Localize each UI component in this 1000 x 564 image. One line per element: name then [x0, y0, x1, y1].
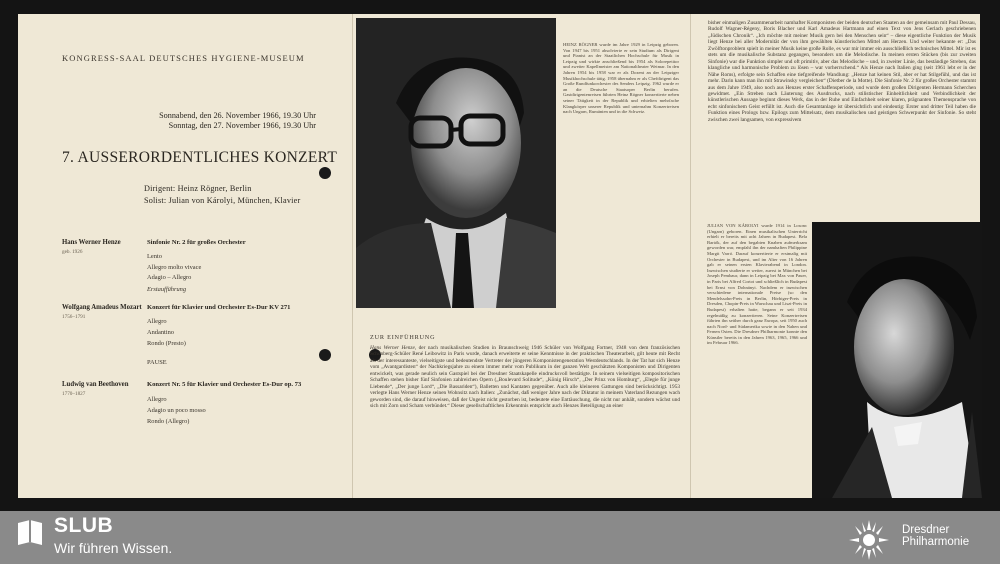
work-title: Konzert Nr. 5 für Klavier und Orchester Es-Dur op. 73 — [147, 381, 302, 388]
concert-title: 7. AUSSERORDENTLICHES KONZERT — [62, 149, 338, 166]
movement: Andantino — [147, 329, 174, 336]
date-sunday: Sonntag, den 27. November 1966, 19.30 Uhr — [168, 121, 316, 130]
introduction-text — [370, 345, 680, 485]
soloist-portrait — [812, 222, 982, 498]
punch-hole — [319, 167, 331, 179]
movement: Adagio – Allegro — [147, 274, 192, 281]
pause-label: PAUSE — [147, 359, 167, 366]
program-panel — [18, 14, 352, 498]
composer-years: geb. 1926 — [62, 249, 83, 255]
conductor-bio: HEINZ RÖGNER wurde im Jahre 1929 in Leipzig geboren. Von 1947 bis 1951 absolvierte er sein Studium als Dirigent und Pianist an der Staatlichen Hochschule für Musik in Leipzig und wirkte anschließend bis 1954 als Solorepetitor und zweiter Kapellmeister am Nationaltheater Weimar. In den Jahren 1954 bis 1958 war er als Dozent an der Leipziger Musikhochschule tätig. 1958 übernahm er als Chefdirigent das Große Rundfunkorchester des Senders Leipzig. 1962 wurde er an die Deutsche Staatsoper Berlin berufen. Gastdirigentenreisen führten Heinz Rögner konzertierte neben seiner Tätigkeit in der Republik und erhielten mehrfache Klangkörper unserer Republik und unternahm Konzertreisen nach Ungarn, Rumänien und in die Schweiz. — [563, 42, 679, 115]
soloist-bio: JULIAN VON KÁROLYI wurde 1914 in Losonc (Ungarn) geboren. Einen musikalischen Unterricht erhielt er bereits mit acht Jahren in Budapest. Bela Bartók, der auf den begabten Knaben aufmerksam geworden war, empfahl ihn der namhaften Philippine Margit Varró. Darauf konzertierte er erstmalig mit Orchester in Budapest, und im Alter von 16 Jahren gab er seinen ersten Klavierabend in London. Inzwischen studierte er weiter, zuerst in München bei Joseph Pembaur, dann in Leipzig bei Max von Pauer, in Paris bei Alfred Cortot und schließlich in Budapest bei Ernst von Dohnányi. Nachdem er inzwischen verschiedene internationale Preise (so den Mendelssohn-Preis in Berlin, Hörbiger-Preis in Dresden, Chopin-Preis in Warschau und Liszt-Preis in Budapest) erhalten hatte, begann er seit 1934 regelmäßig zu konzertieren. Seine Konzertreisen führten ihn seither durch ganz Europa, seit 1950 auch nach Nord- und Südamerika sowie in den Nahen und Fernen Osten. Die Dresdner Philharmonie konnte den Künstler bereits in den Jahren 1963, 1965, 1966 und im Februar 1966. — [707, 223, 807, 346]
library-tagline: Wir führen Wissen. — [54, 540, 173, 556]
movement: Allegro molto vivace — [147, 264, 202, 271]
intro-name: Hans Werner Henze — [370, 345, 415, 351]
movement: Adagio un poco mosso — [147, 407, 206, 414]
soloist: Solist: Julian von Károlyi, München, Klavier — [144, 196, 301, 205]
composer-name: Ludwig van Beethoven — [62, 381, 129, 388]
library-name: SLUB — [54, 514, 114, 537]
conductor-portrait — [356, 18, 556, 308]
section-heading: ZUR EINFÜHRUNG — [370, 334, 436, 341]
composer-name: Hans Werner Henze — [62, 239, 121, 246]
orchestra-name-line2: Philharmonie — [902, 536, 970, 548]
movement: Allegro — [147, 318, 167, 325]
work-title: Konzert für Klavier und Orchester Es-Dur KV 271 — [147, 304, 291, 311]
punch-hole — [319, 349, 331, 361]
essay-text: bisher einmaligen Zusammenarbeit namhafter Komponisten der beiden deutschen Staaten an der gemeinsam mit Paul Dessau, Rudolf Wagner-Régeny, Boris Blacher und Karl Amadeus Hartmann auf einen Text von Jens Gerlach geschriebenen „Jüdischen Chronik“. „Ich möchte mit meiner Musik gern bei den Menschen sein“ – diese eigentliche Funktion der Musik liegt Henze bei aller Modernität der von ihm gewählten künstlerischen Mittel am Herzen. Und weiter bekannte er: „Das Zwölftonproblem spielt in meiner Musik keine große Rolle, es war mir immer ein ausschließlich technisches Mittel. Mir ist es stets um die musikalische Substanz gegangen, besonders um die Melodische. In meinen ersten Stücken (bis zur zweiten Sinfonie) war die Funktion simpler und oft primitiv, aber das Melodische – und, in zweiter Linie, das beständige Streben, das klangliche und harmonische Problem zu lösen – war vorherrschend.“ Als Henze nach Italien ging (seit 1961 lebt er in der Nähe Roms), erfolgte sein Schaffen eine tiefgreifende Wandlung: „Henze hat keinen Stil, aber er hat Stilgefühl, und das ist mehr. Darin kann man ihn mit Strawinsky vergleichen“ (Dietber de la Motte). Die Sinfonie Nr. 2 für großes Orchester stammt aus dem Jahre 1949, also noch aus Henzes erster Schaffensperiode, und wurde dem großen Dirigenten Hermann Scherchen gewidmet. „Ein Streben nach Läuterung des Ausdrucks, nach stilistischer Einheitlichkeit und Verbindlichkeit der künstlerischen Aussage beginnt dieses Werk, das in der Ruhe und Einfachheit seiner klaren, prägnanten Themensprache von echt sinfonischem Geist erfüllt ist. Auch die Gesamtanlage ist übersichtlich und eindeutig: Erster und dritter Teil haben die Funktion eines Prologs bzw. Epilogs zum Mittelsatz, dem musikalischen und geistigen Schwerpunkt der Sinfonie. So steht zwischen zwei langsamen, von expressivem — [708, 20, 976, 123]
composer-years: 1770–1827 — [62, 391, 86, 397]
orchestra-name — [902, 524, 969, 548]
conductor: Dirigent: Heinz Rögner, Berlin — [144, 184, 252, 193]
movement: Allegro — [147, 396, 167, 403]
intro-body: , der nach musikalischen Studien in Braunschweig 1946 Schüler von Wolfgang Fortner, 1948 von dem französischen Schönberg-Schüler René Leibowitz in Paris wurde, danach erweiterte er seine Kenntnisse in der praktischen Theaterarbeit, gilt heute mit Recht als der interessanteste, vielseitigste und bedeutendste Vertreter der jüngeren Komponistengeneration Westdeutschlands. In der Tat hat sich Henze vom „Avantgardisten“ der Nachkriegsjahre zu einem immer mehr vom Publikum in der ganzen Welt geschätzten Komponisten und Dirigenten entwickelt, was gerade neulich sein Gastspiel bei der Dresdner Staatskapelle eindrucksvoll bestätigte. In seinem vielseitigen kompositorischen Schaffen stehen bisher fünf Sinfonien zahlreichen Opern („Boulevard Solitude“, „König Hirsch“, „Der Prinz von Homburg“, „Elegie für junge Liebende“, „Der junge Lord“, „Die Bassariden“), Balletten und Kantaten gegenüber. Auch alle kleineren Gattungen sind berücksichtigt. 1953 verlegte Hans Werner Henze seinen Wohnsitz nach Italien: „Zunächst, daß weniger Jahre nach der Diktatur in meinem Vaterland Rezungen wach geworden sind, die darauf hinweisen, daß der Ungeist nicht gestorben ist, bedeutete eine Enttäuschung, die nicht nur anhält, sondern wächst und sich mit Zorn und Scham verbündet.“ Dieser gesellschaftlichen Erkenntnis entspricht auch Henzes Beteiligung an einer — [370, 345, 680, 410]
page-fold — [690, 14, 691, 498]
philharmonie-logo-icon — [845, 518, 893, 562]
movement: Rondo (Presto) — [147, 340, 186, 347]
composer-name: Wolfgang Amadeus Mozart — [62, 304, 142, 311]
work-title: Sinfonie Nr. 2 für großes Orchester — [147, 239, 246, 246]
premiere-note: Erstaufführung — [147, 286, 187, 293]
movement: Lento — [147, 253, 162, 260]
composer-years: 1756–1791 — [62, 314, 86, 320]
slub-book-icon — [14, 517, 46, 549]
date-saturday: Sonnabend, den 26. November 1966, 19.30 Uhr — [159, 111, 316, 120]
page-fold — [352, 14, 353, 498]
venue: KONGRESS-SAAL DEUTSCHES HYGIENE-MUSEUM — [62, 53, 305, 63]
movement: Rondo (Allegro) — [147, 418, 190, 425]
orchestra-name-line1: Dresdner — [902, 524, 950, 536]
